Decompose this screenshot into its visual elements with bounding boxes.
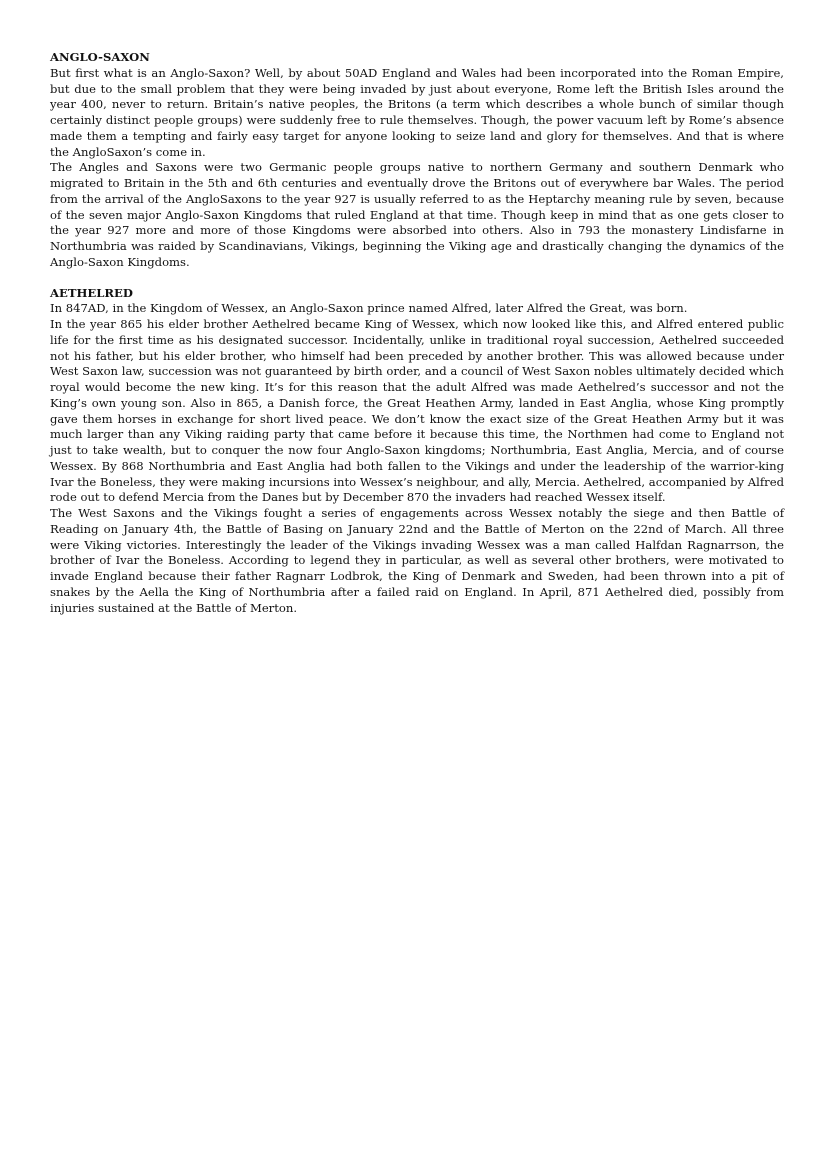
section-aethelred xyxy=(50,286,784,617)
paragraph: The West Saxons and the Vikings fought a series of engagements across Wessex notably the siege and then Battle of Reading on January 4th, the Battle of Basing on January 22nd and the Battle of Merton on the 22nd of March. All three were Viking victories. Interestingly the leader of the Vikings invading Wessex was a man called Halfdan Ragnarrson, the brother of Ivar the Boneless. According to legend they in particular, as well as several other brothers, were motivated to invade England because their father Ragnarr Lodbrok, the King of Denmark and Sweden, had been thrown into a pit of snakes by the Aella the King of Northumbria after a failed raid on England. In April, 871 Aethelred died, possibly from injuries sustained at the Battle of Merton. xyxy=(50,506,784,615)
paragraph: In 847AD, in the Kingdom of Wessex, an Anglo-Saxon prince named Alfred, later Alfred the Great, was born. xyxy=(50,301,688,316)
section-heading: AETHELRED xyxy=(50,285,133,300)
section-anglo-saxon xyxy=(50,50,784,271)
paragraph: In the year 865 his elder brother Aethelred became King of Wessex, which now looked like this, and Alfred entered public life for the first time as his designated successor. Incidentally, unlike in traditional royal succession, Aethelred succeeded not his father, but his elder brother, who himself had been preceded by another brother. This was allowed because under West Saxon law, succession was not guaranteed by birth order, and a council of West Saxon nobles ultimately decided which royal would become the new king. It’s for this reason that the adult Alfred was made Aethelred’s successor and not the King’s own young son. Also in 865, a Danish force, the Great Heathen Army, landed in East Anglia, whose King promptly gave them horses in exchange for short lived peace. We don’t know the exact size of the Great Heathen Army but it was much larger than any Viking raiding party that came before it because this time, the Northmen had come to England not just to take wealth, but to conquer the now four Anglo-Saxon kingdoms; Northumbria, East Anglia, Mercia, and of course Wessex. By 868 Northumbria and East Anglia had both fallen to the Vikings and under the leadership of the warrior-king Ivar the Boneless, they were making incursions into Wessex’s neighbour, and ally, Mercia. Aethelred, accompanied by Alfred rode out to defend Mercia from the Danes but by December 870 the invaders had reached Wessex itself. xyxy=(50,317,784,505)
section-heading: ANGLO-SAXON xyxy=(50,50,150,64)
paragraph: The Angles and Saxons were two Germanic people groups native to northern Germany and southern Denmark who migrated to Britain in the 5th and 6th centuries and eventually drove the Britons out of everywhere bar Wales. The period from the arrival of the AngloSaxons to the year 927 is usually referred to as the Heptarchy meaning rule by seven, because of the seven major Anglo-Saxon Kingdoms that ruled England at that time. Though keep in mind that as one gets closer to the year 927 more and more of those Kingdoms were absorbed into others. Also in 793 the monastery Lindisfarne in Northumbria was raided by Scandinavians, Vikings, beginning the Viking age and drastically changing the dynamics of the Anglo-Saxon Kingdoms. xyxy=(50,160,784,269)
document-page xyxy=(50,50,784,631)
paragraph: But first what is an Anglo-Saxon? Well, by about 50AD England and Wales had been incorporated into the Roman Empire, but due to the small problem that they were being invaded by just about everyone, Rome left the British Isles around the year 400, never to return. Britain’s native peoples, the Britons (a term which describes a whole bunch of similar though certainly distinct people groups) were suddenly free to rule themselves. Though, the power vacuum left by Rome’s absence made them a tempting and fairly easy target for anyone looking to seize land and glory for themselves. And that is where the AngloSaxon’s come in. xyxy=(50,65,784,159)
